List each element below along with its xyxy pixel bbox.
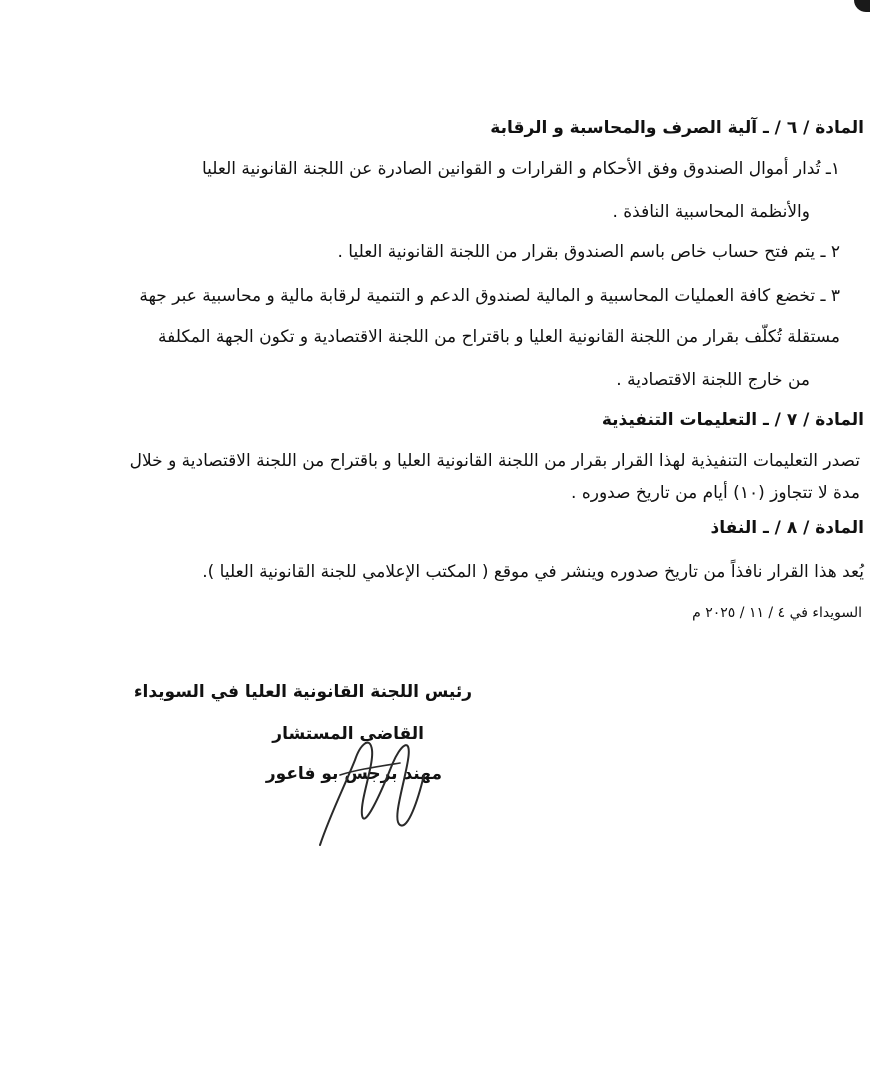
- article6-item3-line1: ٣ ـ تخضع كافة العمليات المحاسبية و المالية لصندوق الدعم و التنمية لرقابة مالية و محاسبية عبر جهة: [139, 286, 840, 306]
- date-line: السويداء في ٤ / ١١ / ٢٠٢٥ م: [692, 605, 862, 621]
- article7-line1: تصدر التعليمات التنفيذية لهذا القرار بقرار من اللجنة القانونية العليا و باقتراح من اللجنة الاقتصادية و خلال: [129, 451, 860, 471]
- signature-name: مهند برجس بو فاعور: [265, 764, 442, 784]
- article8-line1: يُعد هذا القرار نافذاً من تاريخ صدوره وينشر في موقع ( المكتب الإعلامي للجنة القانونية العليا ).: [202, 562, 864, 582]
- corner-mark: [854, 0, 870, 12]
- article7-line2: مدة لا تتجاوز (١٠) أيام من تاريخ صدوره .: [571, 483, 860, 503]
- article8-heading: المادة / ٨ / ـ النفاذ: [710, 518, 864, 538]
- article7-heading: المادة / ٧ / ـ التعليمات التنفيذية: [601, 410, 864, 430]
- article6-item1-line2: والأنظمة المحاسبية النافذة .: [612, 202, 810, 222]
- handwritten-signature: [300, 705, 440, 855]
- signature-title: رئيس اللجنة القانونية العليا في السويداء: [133, 682, 472, 702]
- signature-role: القاضي المستشار: [272, 724, 424, 744]
- article6-item2: ٢ ـ يتم فتح حساب خاص باسم الصندوق بقرار من اللجنة القانونية العليا .: [337, 242, 840, 262]
- article6-item1-line1: ١ـ تُدار أموال الصندوق وفق الأحكام و القرارات و القوانين الصادرة عن اللجنة القانونية العليا: [201, 159, 840, 179]
- article6-heading: المادة / ٦ / ـ آلية الصرف والمحاسبة و الرقابة: [490, 118, 864, 138]
- article6-item3-line2: مستقلة تُكلّف بقرار من اللجنة القانونية العليا و باقتراح من اللجنة الاقتصادية و تكون الجهة المكلفة: [158, 327, 840, 347]
- article6-item3-line3: من خارج اللجنة الاقتصادية .: [616, 370, 810, 390]
